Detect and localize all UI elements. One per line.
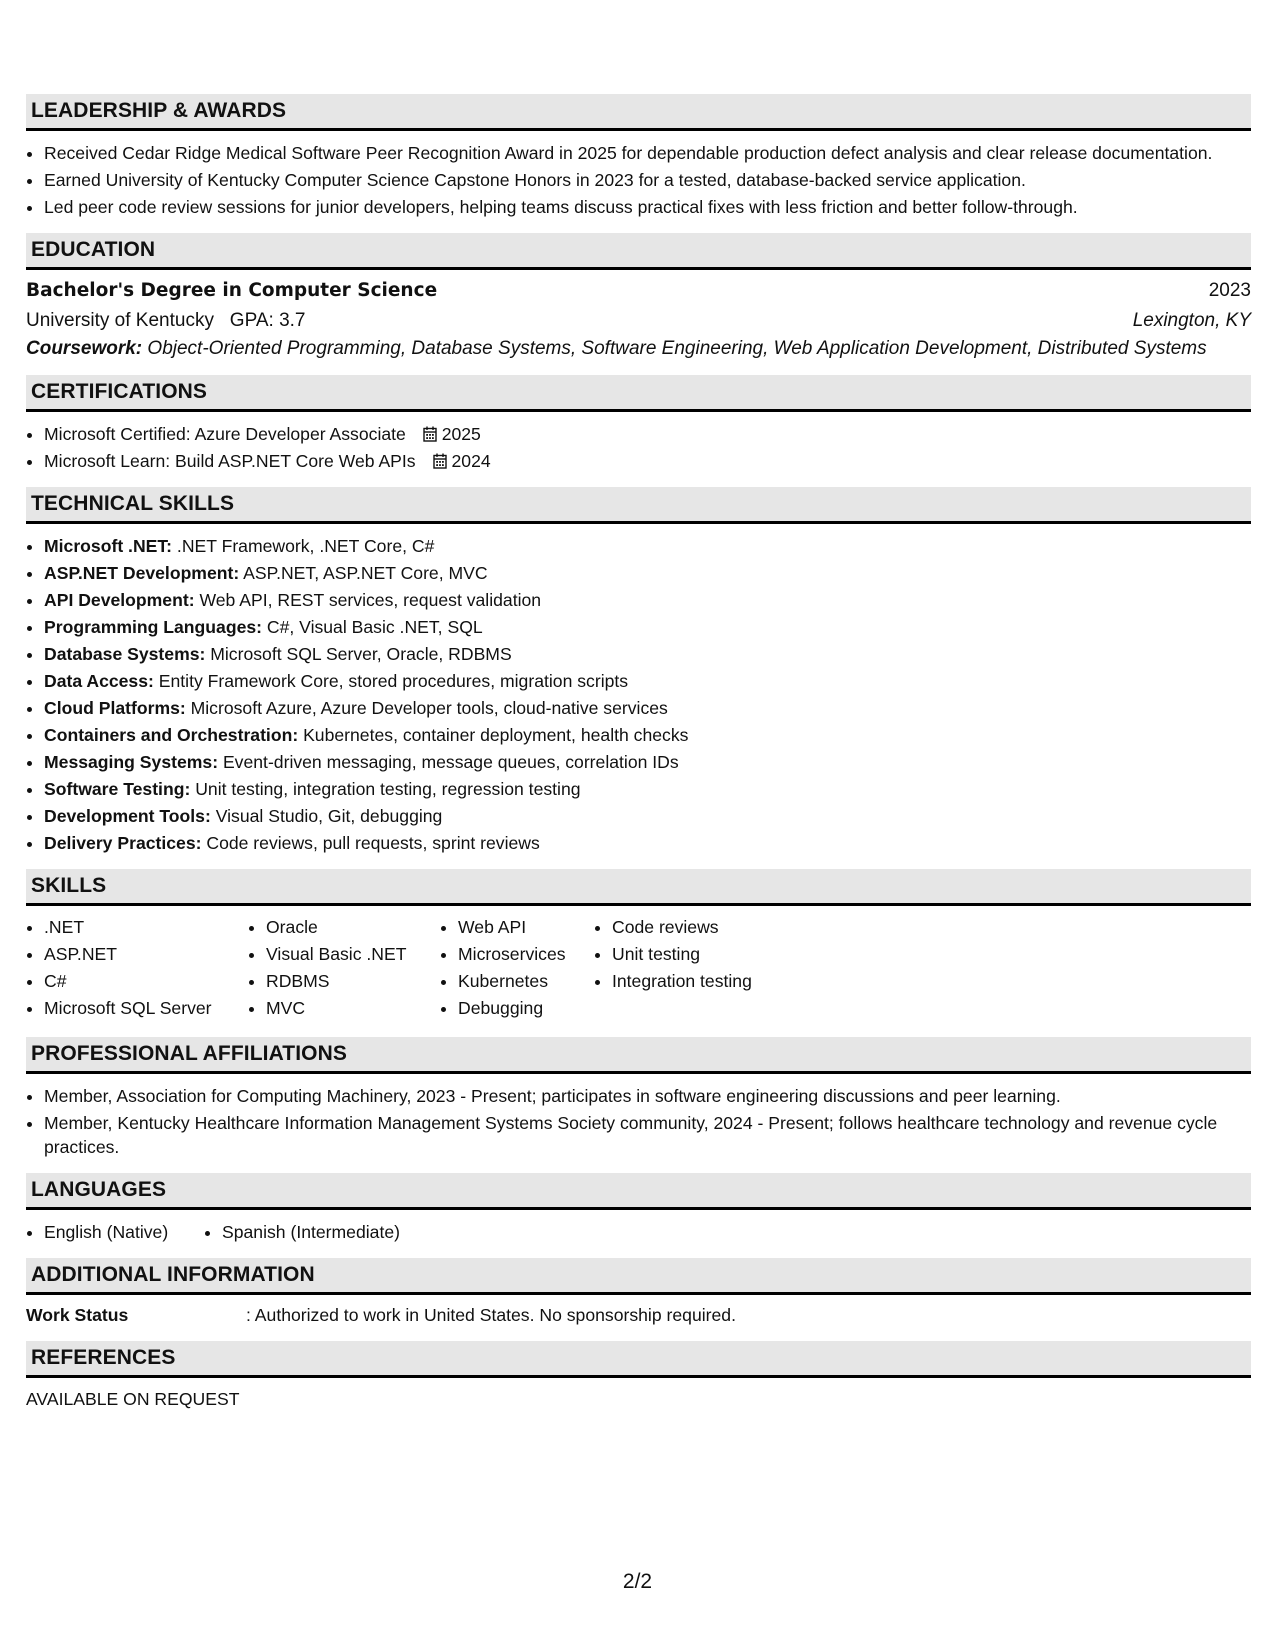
- skill-values: C#, Visual Basic .NET, SQL: [262, 617, 483, 637]
- list-item: [44, 561, 1251, 585]
- list-item: • Microservices: [458, 942, 594, 966]
- skill-values: Microsoft Azure, Azure Developer tools, cloud-native services: [185, 698, 668, 718]
- skill-category: Programming Languages:: [44, 617, 262, 637]
- list-item: • Unit testing: [612, 942, 812, 966]
- certifications-section: [26, 375, 1251, 473]
- list-item: • Visual Basic .NET: [266, 942, 440, 966]
- skill-values: Event-driven messaging, message queues, correlation IDs: [218, 752, 679, 772]
- skill-category: Messaging Systems:: [44, 752, 219, 772]
- list-item: [44, 534, 1251, 558]
- list-item: • Earned University of Kentucky Computer Science Capstone Honors in 2023 for a tested, database-backed service application.: [44, 168, 1251, 192]
- work-status-label: Work Status: [26, 1305, 129, 1325]
- school-gpa: University of Kentucky GPA: 3.7: [26, 310, 306, 331]
- list-item: [44, 777, 1251, 801]
- resume-content: [26, 94, 1251, 1411]
- list-item: [44, 696, 1251, 720]
- skill-category: Development Tools:: [44, 806, 211, 826]
- language-item: • English (Native): [44, 1220, 204, 1244]
- languages-column: [26, 1220, 204, 1244]
- list-item: • Received Cedar Ridge Medical Software Peer Recognition Award in 2025 for dependable production defect analysis and clear release documentation.: [44, 141, 1251, 165]
- list-item: • MVC: [266, 996, 440, 1020]
- skill-values: Unit testing, integration testing, regression testing: [190, 779, 581, 799]
- list-item: • ASP.NET: [44, 942, 248, 966]
- references-heading: REFERENCES: [26, 1341, 1251, 1378]
- additional-info-section: [26, 1258, 1251, 1327]
- skill-category: Software Testing:: [44, 779, 191, 799]
- list-item: [44, 642, 1251, 666]
- references-text: AVAILABLE ON REQUEST: [26, 1389, 240, 1409]
- skill-category: Database Systems:: [44, 644, 206, 664]
- list-item: [44, 723, 1251, 747]
- certifications-list: [26, 422, 1251, 473]
- skill-category: Delivery Practices:: [44, 833, 202, 853]
- leadership-list: [26, 141, 1251, 219]
- skill-category: Cloud Platforms:: [44, 698, 186, 718]
- list-item: • .NET: [44, 915, 248, 939]
- list-item: [44, 615, 1251, 639]
- certification-year: 2025: [441, 424, 481, 444]
- technical-skills-heading: TECHNICAL SKILLS: [26, 487, 1251, 524]
- list-item: • Member, Kentucky Healthcare Information Management Systems Society community, 2024 - Present; follows healthcare technology and revenue cycle practices.: [44, 1111, 1251, 1159]
- skills-column: [594, 915, 812, 1023]
- skill-category: Data Access:: [44, 671, 154, 691]
- list-item: • Web API: [458, 915, 594, 939]
- skills-columns: [26, 915, 1251, 1023]
- leadership-heading: LEADERSHIP & AWARDS: [26, 94, 1251, 131]
- skill-category: ASP.NET Development:: [44, 563, 240, 583]
- calendar-icon: [433, 453, 447, 469]
- certification-item: [44, 449, 1251, 473]
- skills-column: [440, 915, 594, 1023]
- skill-values: Visual Studio, Git, debugging: [210, 806, 443, 826]
- degree-row: [26, 276, 1251, 306]
- calendar-icon: [423, 426, 437, 442]
- references-section: [26, 1341, 1251, 1411]
- affiliations-list: [26, 1084, 1251, 1159]
- skill-values: ASP.NET, ASP.NET Core, MVC: [239, 563, 488, 583]
- skill-values: Microsoft SQL Server, Oracle, RDBMS: [205, 644, 512, 664]
- technical-skills-list: [26, 534, 1251, 855]
- list-item: • RDBMS: [266, 969, 440, 993]
- degree-name: Bachelor's Degree in Computer Science: [26, 280, 438, 301]
- list-item: [44, 669, 1251, 693]
- page-number: 2/2: [622, 1570, 653, 1593]
- list-item: [44, 804, 1251, 828]
- list-item: [44, 831, 1251, 855]
- education-section: [26, 233, 1251, 361]
- affiliations-heading: PROFESSIONAL AFFILIATIONS: [26, 1037, 1251, 1074]
- leadership-section: [26, 94, 1251, 219]
- school-row: [26, 306, 1251, 336]
- skill-category: API Development:: [44, 590, 195, 610]
- skills-section: [26, 869, 1251, 1023]
- list-item: • Led peer code review sessions for junior developers, helping teams discuss practical fixes with less friction and better follow-through.: [44, 195, 1251, 219]
- additional-info-heading: ADDITIONAL INFORMATION: [26, 1258, 1251, 1295]
- coursework: [26, 336, 1251, 361]
- skills-column: [26, 915, 248, 1023]
- skill-category: Containers and Orchestration:: [44, 725, 299, 745]
- skills-heading: SKILLS: [26, 869, 1251, 906]
- skill-values: Kubernetes, container deployment, health checks: [298, 725, 689, 745]
- education-heading: EDUCATION: [26, 233, 1251, 270]
- list-item: • Oracle: [266, 915, 440, 939]
- graduation-year: 2023: [1208, 280, 1251, 301]
- skills-column: [248, 915, 440, 1023]
- skill-values: .NET Framework, .NET Core, C#: [172, 536, 435, 556]
- certification-year: 2024: [451, 451, 491, 471]
- work-status-row: [26, 1303, 1251, 1327]
- skill-values: Entity Framework Core, stored procedures, migration scripts: [153, 671, 629, 691]
- list-item: • Integration testing: [612, 969, 812, 993]
- certification-name: Microsoft Learn: Build ASP.NET Core Web APIs: [44, 451, 416, 471]
- certification-item: [44, 422, 1251, 446]
- skill-category: Microsoft .NET:: [44, 536, 173, 556]
- coursework-list: Object-Oriented Programming, Database Systems, Software Engineering, Web Application Development, Distributed Systems: [142, 338, 1207, 359]
- languages-heading: LANGUAGES: [26, 1173, 1251, 1210]
- coursework-label: Coursework:: [26, 338, 143, 359]
- list-item: • Kubernetes: [458, 969, 594, 993]
- list-item: [44, 750, 1251, 774]
- list-item: • Member, Association for Computing Machinery, 2023 - Present; participates in software engineering discussions and peer learning.: [44, 1084, 1251, 1108]
- list-item: [44, 588, 1251, 612]
- list-item: • Code reviews: [612, 915, 812, 939]
- languages-column: [204, 1220, 442, 1244]
- languages-section: [26, 1173, 1251, 1244]
- list-item: • Debugging: [458, 996, 594, 1020]
- languages-list: [26, 1220, 1251, 1244]
- list-item: • C#: [44, 969, 248, 993]
- skill-values: Code reviews, pull requests, sprint reviews: [201, 833, 540, 853]
- language-item: • Spanish (Intermediate): [222, 1220, 442, 1244]
- certifications-heading: CERTIFICATIONS: [26, 375, 1251, 412]
- skill-values: Web API, REST services, request validation: [194, 590, 542, 610]
- work-status-value: : Authorized to work in United States. No sponsorship required.: [246, 1305, 736, 1325]
- list-item: • Microsoft SQL Server: [44, 996, 248, 1020]
- technical-skills-section: [26, 487, 1251, 855]
- affiliations-section: [26, 1037, 1251, 1159]
- certification-name: Microsoft Certified: Azure Developer Associate: [44, 424, 406, 444]
- school-location: Lexington, KY: [1132, 310, 1251, 331]
